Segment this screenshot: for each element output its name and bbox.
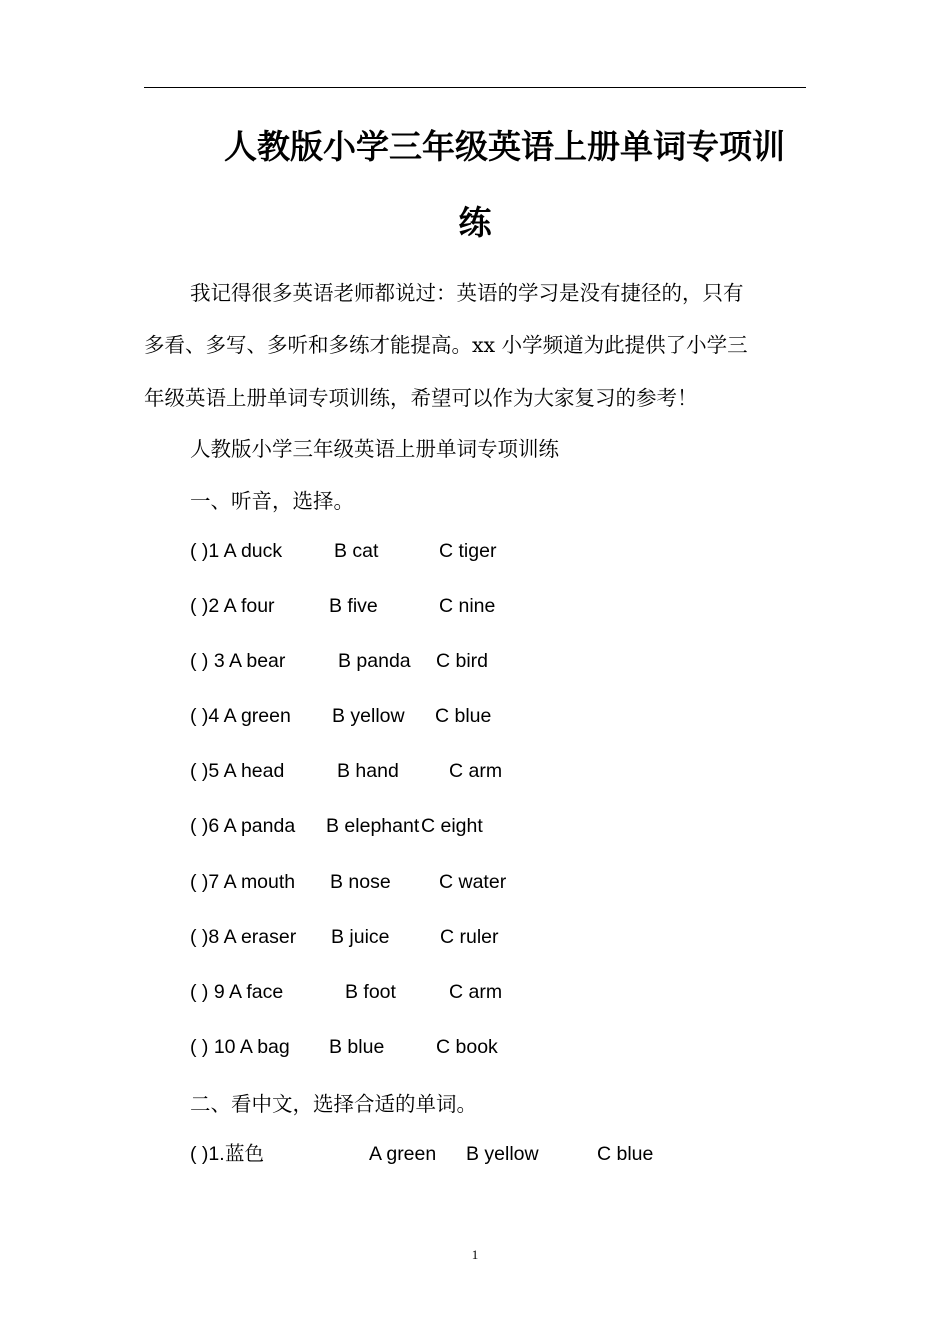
question-option-a: ( )8 A eraser: [190, 926, 297, 948]
question-option-b: B yellow: [466, 1143, 539, 1165]
question-chinese-prompt: 蓝色: [225, 1142, 265, 1165]
question-option-b: B elephant: [326, 815, 420, 837]
question-option-b: B five: [329, 595, 378, 617]
question-option-b: B hand: [337, 760, 399, 782]
question-option-a: ( ) 9 A face: [190, 981, 284, 1003]
document-title-line-1: 人教版小学三年级英语上册单词专项训: [224, 127, 785, 166]
section-1-heading: 一、听音，选择。: [190, 489, 354, 513]
question-option-a: ( )4 A green: [190, 705, 291, 727]
question-option-c: C blue: [597, 1143, 654, 1165]
question-option-c: C water: [439, 871, 507, 893]
question-option-c: C tiger: [439, 540, 497, 562]
intro-line-3: 年级英语上册单词专项训练，希望可以作为大家复习的参考！: [144, 386, 698, 410]
question-option-c: C nine: [439, 595, 496, 617]
question-option-c: C book: [436, 1036, 498, 1058]
question-option-c: C arm: [449, 760, 503, 782]
question-option-a: ( )6 A panda: [190, 815, 296, 837]
question-option-a: ( ) 10 A bag: [190, 1036, 290, 1058]
section-2-heading: 二、看中文，选择合适的单词。: [190, 1092, 477, 1116]
question-option-b: B foot: [345, 981, 396, 1003]
question-option-b: B yellow: [332, 705, 405, 727]
question-option-c: C ruler: [440, 926, 499, 948]
question-option-a: ( )5 A head: [190, 760, 285, 782]
intro-line-1: 我记得很多英语老师都说过：英语的学习是没有捷径的，只有: [190, 281, 744, 305]
question-option-a: ( )1 A duck: [190, 540, 283, 562]
question-option-b: B nose: [330, 871, 391, 893]
document-title-line-2: 练: [458, 203, 492, 242]
question-option-b: B juice: [331, 926, 390, 948]
question-option-b: B blue: [329, 1036, 385, 1058]
question-option-a: ( ) 3 A bear: [190, 650, 286, 672]
question-option-b: B cat: [334, 540, 379, 562]
intro-line-2: 多看、多写、多听和多练才能提高。xx 小学频道为此提供了小学三: [144, 333, 748, 357]
question-option-c: C bird: [436, 650, 489, 672]
question-option-c: C arm: [449, 981, 503, 1003]
question-option-a: A green: [369, 1143, 437, 1165]
question-number: ( )1.: [190, 1143, 225, 1165]
question-option-c: C blue: [435, 705, 492, 727]
question-option-b: B panda: [338, 650, 411, 672]
subtitle: 人教版小学三年级英语上册单词专项训练: [190, 437, 559, 461]
question-option-a: ( )7 A mouth: [190, 871, 296, 893]
question-option-a: ( )2 A four: [190, 595, 275, 617]
page-number: 1: [471, 1247, 479, 1262]
header-rule: [144, 87, 806, 88]
question-option-c: C eight: [421, 815, 483, 837]
